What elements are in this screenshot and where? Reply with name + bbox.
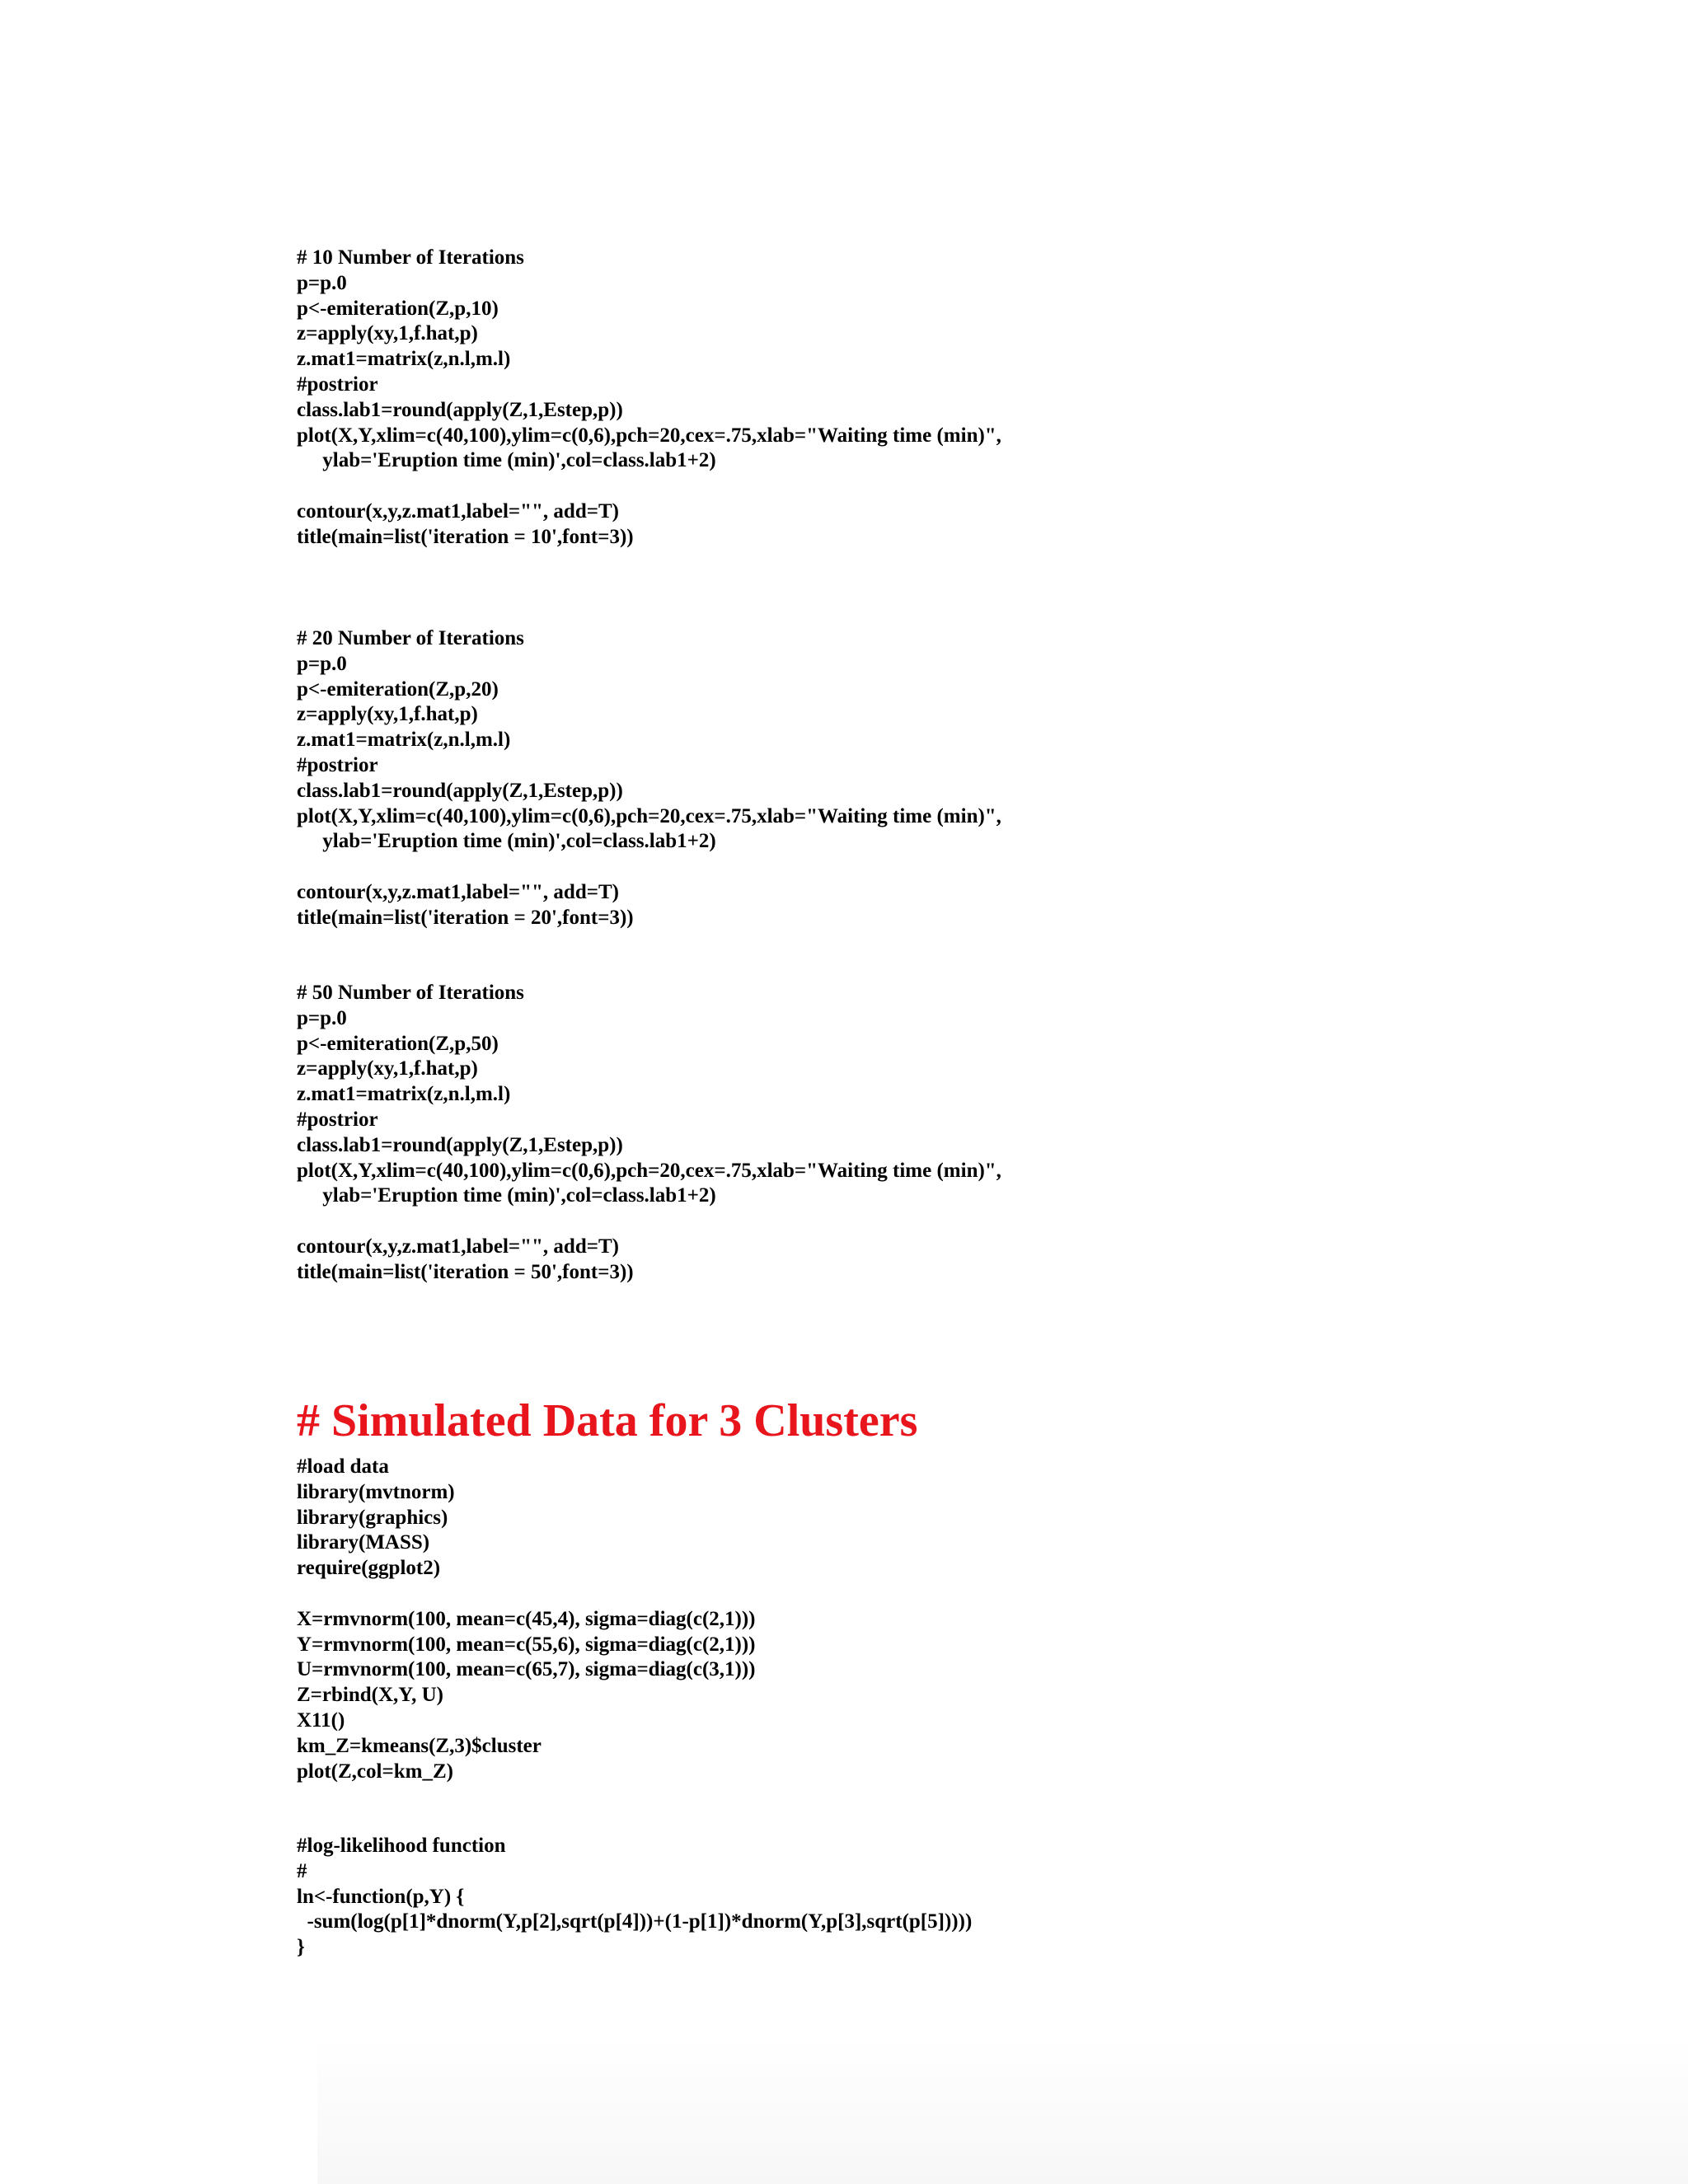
code-line: require(ggplot2) — [297, 1557, 441, 1580]
code-line: z.mat1=matrix(z,n.l,m.l) — [297, 348, 511, 371]
code-line: p<-emiteration(Z,p,20) — [297, 677, 499, 701]
code-line: z.mat1=matrix(z,n.l,m.l) — [297, 729, 511, 752]
code-line: library(mvtnorm) — [297, 1480, 455, 1503]
code-line: -sum(log(p[1]*dnorm(Y,p[2],sqrt(p[4]))+(1-p[1])*dnorm(Y,p[3],sqrt(p[5])))) — [297, 1910, 973, 1933]
section-heading-simulated-data: # Simulated Data for 3 Clusters — [297, 1395, 918, 1446]
code-line: #postrior — [297, 753, 378, 776]
code-line: z=apply(xy,1,f.hat,p) — [297, 703, 478, 726]
code-line: z=apply(xy,1,f.hat,p) — [297, 322, 478, 345]
code-block-iteration-10 — [297, 246, 1615, 551]
code-line: ylab='Eruption time (min)',col=class.lab1+2) — [297, 449, 716, 472]
code-line: library(MASS) — [297, 1531, 430, 1554]
code-line: U=rmvnorm(100, mean=c(65,7), sigma=diag(c(3,1))) — [297, 1658, 756, 1681]
code-line: ylab='Eruption time (min)',col=class.lab1+2) — [297, 830, 716, 853]
code-line: ln<-function(p,Y) { — [297, 1885, 465, 1908]
code-line: class.lab1=round(apply(Z,1,Estep,p)) — [297, 779, 623, 802]
code-line: plot(X,Y,xlim=c(40,100),ylim=c(0,6),pch=20,cex=.75,xlab="Waiting time (min)", — [297, 424, 1001, 447]
code-line: p<-emiteration(Z,p,10) — [297, 297, 499, 320]
code-block-iteration-20 — [297, 626, 1615, 931]
code-line: ylab='Eruption time (min)',col=class.lab1+2) — [297, 1184, 716, 1207]
code-line: p=p.0 — [297, 271, 347, 294]
code-line: # 50 Number of Iterations — [297, 982, 524, 1004]
page-shade — [317, 2036, 1688, 2184]
code-line: z.mat1=matrix(z,n.l,m.l) — [297, 1083, 511, 1106]
code-line: title(main=list('iteration = 10',font=3)) — [297, 525, 634, 548]
code-line: #postrior — [297, 373, 378, 396]
code-line-blank — [297, 855, 1615, 880]
code-line: title(main=list('iteration = 20',font=3)) — [297, 906, 634, 929]
code-line: Y=rmvnorm(100, mean=c(55,6), sigma=diag(c(2,1))) — [297, 1633, 756, 1656]
code-line: X=rmvnorm(100, mean=c(45,4), sigma=diag(c(2,1))) — [297, 1607, 756, 1630]
code-line: p=p.0 — [297, 652, 347, 675]
code-line: contour(x,y,z.mat1,label="", add=T) — [297, 880, 619, 903]
code-line: } — [297, 1936, 305, 1959]
code-line: contour(x,y,z.mat1,label="", add=T) — [297, 499, 619, 523]
code-line: plot(Z,col=km_Z) — [297, 1760, 453, 1783]
code-line: km_Z=kmeans(Z,3)$cluster — [297, 1734, 542, 1757]
code-line: library(graphics) — [297, 1506, 448, 1529]
code-line: #postrior — [297, 1108, 378, 1131]
code-line: class.lab1=round(apply(Z,1,Estep,p)) — [297, 398, 623, 421]
code-line-blank — [297, 474, 1615, 499]
code-line: z=apply(xy,1,f.hat,p) — [297, 1057, 478, 1080]
code-line: #load data — [297, 1455, 389, 1478]
code-line-blank — [297, 1209, 1615, 1235]
code-line: #log-likelihood function — [297, 1835, 506, 1857]
code-block-load-data — [297, 1455, 1615, 1784]
code-line: Z=rbind(X,Y, U) — [297, 1684, 443, 1707]
code-line: # — [297, 1859, 307, 1882]
code-block-log-likelihood — [297, 1834, 1615, 1961]
code-line: title(main=list('iteration = 50',font=3)) — [297, 1260, 634, 1283]
code-block-iteration-50 — [297, 981, 1615, 1286]
code-line: contour(x,y,z.mat1,label="", add=T) — [297, 1235, 619, 1258]
code-line: p=p.0 — [297, 1006, 347, 1029]
code-line: class.lab1=round(apply(Z,1,Estep,p)) — [297, 1133, 623, 1156]
code-line: # 10 Number of Iterations — [297, 246, 524, 269]
code-line: plot(X,Y,xlim=c(40,100),ylim=c(0,6),pch=20,cex=.75,xlab="Waiting time (min)", — [297, 1159, 1001, 1182]
code-line-blank — [297, 1582, 1615, 1607]
code-line: X11() — [297, 1708, 345, 1732]
code-line: # 20 Number of Iterations — [297, 627, 524, 649]
code-line: p<-emiteration(Z,p,50) — [297, 1032, 499, 1055]
code-line: plot(X,Y,xlim=c(40,100),ylim=c(0,6),pch=20,cex=.75,xlab="Waiting time (min)", — [297, 804, 1001, 827]
